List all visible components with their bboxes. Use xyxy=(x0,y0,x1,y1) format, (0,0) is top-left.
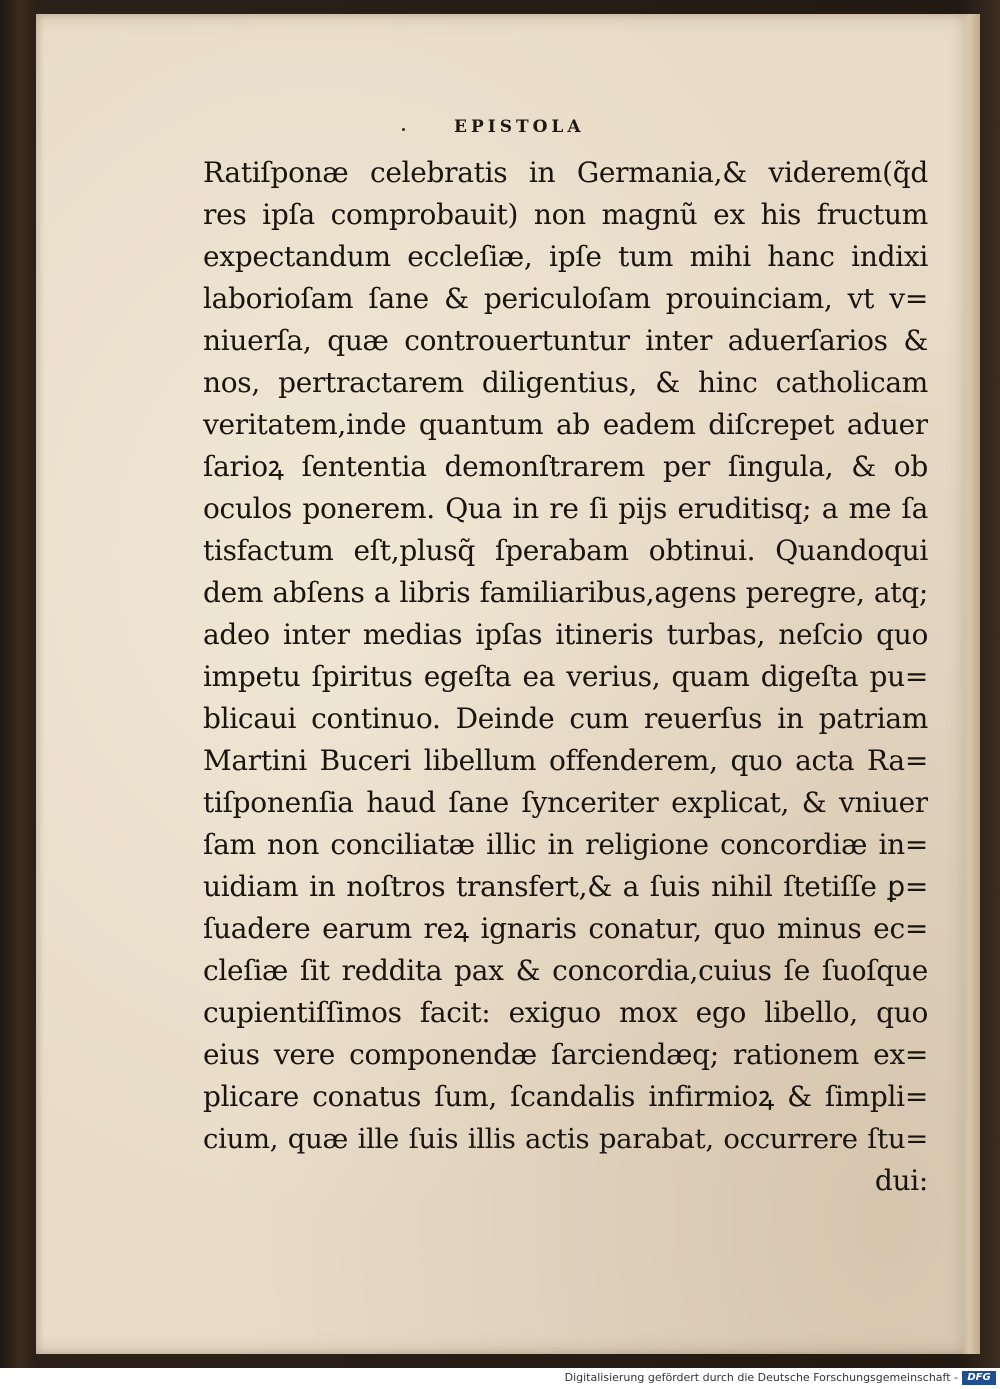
text-line: impetu ſpiritus egeſta ea verius, quam digeſta pu= xyxy=(203,660,928,693)
text-line: oculos ponerem. Qua in re ſi pijs eruditisq; a me ſa xyxy=(203,492,928,525)
running-head: EPISTOLA xyxy=(454,117,585,137)
funding-credit: Digitalisierung gefördert durch die Deutsche Forschungsgemeinschaft - xyxy=(564,1371,958,1384)
text-line: tisfactum eſt,plusq̃ ſperabam obtinui. Quandoqui xyxy=(203,534,928,567)
page-edge xyxy=(962,14,980,1354)
text-line: ſam non conciliatæ illic in religione concordiæ in= xyxy=(203,828,928,861)
text-line: plicare conatus ſum, ſcandalis infirmioꝝ & ſimpli= xyxy=(203,1080,928,1113)
text-line: adeo inter medias ipſas itineris turbas, neſcio quo xyxy=(203,618,928,651)
dfg-logo[interactable]: DFG xyxy=(962,1371,996,1385)
body-text xyxy=(203,152,928,1202)
text-line: blicaui continuo. Deinde cum reuerſus in patriam xyxy=(203,702,928,735)
text-line: ſarioꝝ ſententia demonſtrarem per ſingula, & ob xyxy=(203,450,928,483)
text-line: cium, quæ ille ſuis illis actis parabat, occurrere ſtu= xyxy=(203,1123,928,1155)
text-line: ſuadere earum reꝝ ignaris conatur, quo minus ec= xyxy=(203,912,928,945)
text-line: eius vere componendæ ſarciendæq; rationem ex= xyxy=(203,1038,928,1071)
text-line: Ratiſponæ celebratis in Germania,& viderem(q̃d xyxy=(203,156,928,189)
text-line: tiſponenſia haud ſane ſynceriter explicat, & vniuer xyxy=(203,786,928,819)
text-line: dem abſens a libris familiaribus,agens peregre, atq; xyxy=(203,576,928,609)
text-line: Martini Buceri libellum offenderem, quo acta Ra= xyxy=(203,744,928,777)
text-line: cupientiſſimos facit: exiguo mox ego libello, quo xyxy=(203,996,928,1029)
text-line: res ipſa comprobauit) non magnũ ex his fructum xyxy=(203,198,928,231)
catchword-line: dui: xyxy=(874,1164,928,1197)
text-line: niuerſa, quæ controuertuntur inter aduerſarios & xyxy=(203,324,928,357)
text-line: laborioſam ſane & periculoſam prouinciam, vt v= xyxy=(203,282,928,315)
ink-dot xyxy=(402,128,405,131)
text-line: uidiam in noſtros transfert,& a ſuis nihil ſtetiſſe ꝑ= xyxy=(203,870,928,903)
footer-bar xyxy=(0,1368,1000,1389)
text-line: expectandum eccleſiæ, ipſe tum mihi hanc indixi xyxy=(203,240,928,273)
text-line: veritatem,inde quantum ab eadem diſcrepet aduer xyxy=(203,408,928,441)
text-line: nos, pertractarem diligentius, & hinc catholicam xyxy=(203,366,928,399)
text-line: cleſiæ ſit reddita pax & concordia,cuius ſe ſuoſque xyxy=(203,954,928,987)
